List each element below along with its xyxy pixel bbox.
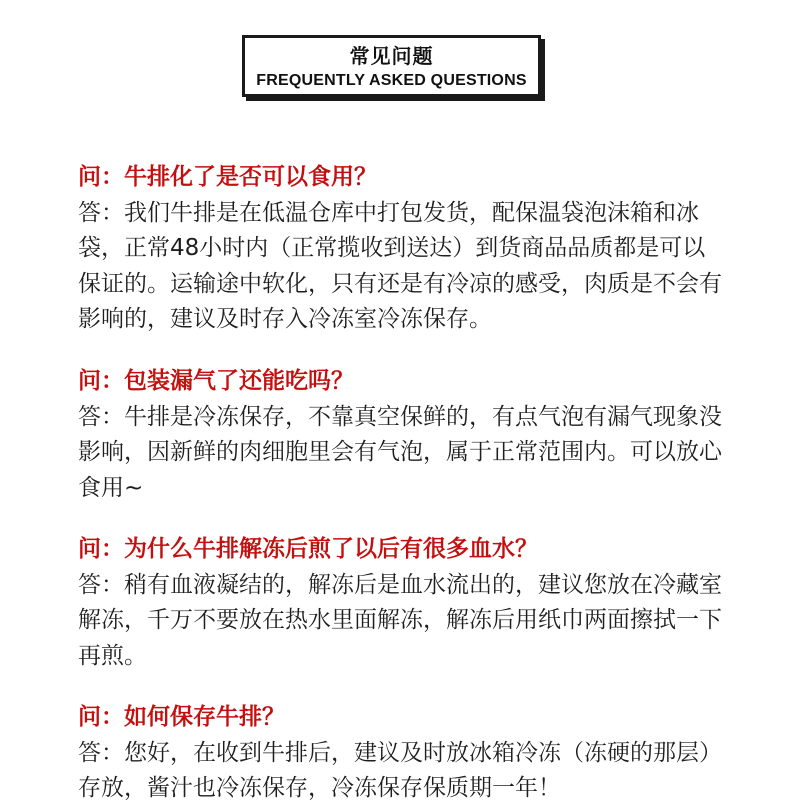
faq-title-box (242, 35, 541, 97)
faq-answer: 答：我们牛排是在低温仓库中打包发货，配保温袋泡沫箱和冰袋，正常48小时内（正常揽收到送达）到货商品品质都是可以保证的。运输途中软化，只有还是有冷凉的感受，肉质是不会有影响的，建议及时存入冷冻室冷冻保存。 (78, 199, 722, 332)
faq-question: 问：牛排化了是否可以食用？ (78, 164, 377, 190)
faq-item (78, 532, 728, 674)
faq-answer: 答：您好，在收到牛排后，建议及时放冰箱冷冻（冻硬的那层）存放，酱汁也冷冻保存，冷冻保存保质期一年！ (78, 739, 722, 801)
faq-question: 问：如何保存牛排？ (78, 704, 285, 730)
faq-item (78, 700, 728, 807)
faq-title-chinese: 常见问题 (349, 44, 434, 68)
faq-title-english: FREQUENTLY ASKED QUESTIONS (256, 72, 527, 89)
faq-answer: 答：牛排是冷冻保存，不靠真空保鲜的，有点气泡有漏气现象没影响，因新鲜的肉细胞里会有气泡，属于正常范围内。可以放心食用~ (78, 403, 722, 501)
faq-question: 问：包装漏气了还能吃吗？ (78, 368, 354, 394)
faq-item (78, 160, 728, 338)
faq-item (78, 364, 728, 506)
faq-answer: 答：稍有血液凝结的，解冻后是血水流出的，建议您放在冷藏室解冻，千万不要放在热水里面解冻，解冻后用纸巾两面擦拭一下再煎。 (78, 571, 722, 669)
faq-question: 问：为什么牛排解冻后煎了以后有很多血水？ (78, 536, 538, 562)
